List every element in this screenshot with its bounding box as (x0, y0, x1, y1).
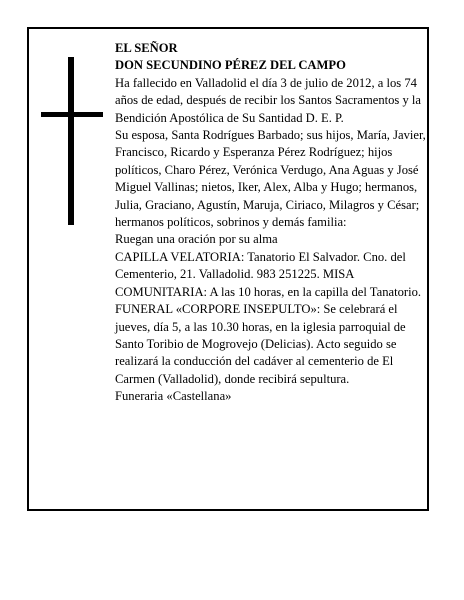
notice-title-line2: DON SECUNDINO PÉREZ DEL CAMPO (115, 58, 346, 73)
chapel-paragraph: CAPILLA VELATORIA: Tanatorio El Salvador. Cno. del Cementerio, 21. Valladolid. 983 251225. MISA COMUNITARIA: A las 10 horas, en la capilla del Tanatorio. (115, 249, 422, 299)
cross-vertical-bar (68, 57, 74, 225)
cross-icon (41, 57, 103, 225)
cross-horizontal-bar (41, 112, 103, 117)
family-paragraph: Su esposa, Santa Rodrígues Barbado; sus hijos, María, Javier, Francisco, Ricardo y Esperanza Pérez Rodríguez; hijos políticos, Charo Pérez, Verónica Verdugo, Ana Aguas y José Miguel Vallinas; nietos, Iker, Alex, Alba y Hugo; hermanos, Julia, Graciano, Agustín, Maruja, Ciriaco, Milagros y César; hermanos políticos, sobrinos y demás familia: (115, 128, 426, 230)
funeral-home: Funeraria «Castellana» (115, 389, 232, 404)
notice-title-line1: EL SEÑOR (115, 41, 178, 55)
death-paragraph: Ha fallecido en Valladolid el día 3 de julio de 2012, a los 74 años de edad, después de recibir los Santos Sacramentos y la Bendición Apostólica de Su Santidad D. E. P. (115, 75, 422, 125)
notice-text (115, 40, 427, 406)
prayer-line: Ruegan una oración por su alma (115, 232, 278, 247)
funeral-paragraph: FUNERAL «CORPORE INSEPULTO»: Se celebrará el jueves, día 5, a las 10.30 horas, en la iglesia parroquial de Santo Toribio de Mogrovejo (Delicias). Acto seguido se realizará la conducción del cadáver al cementerio de El Carmen (Valladolid), donde recibirá sepultura. (115, 302, 406, 386)
obituary-notice (27, 27, 429, 511)
